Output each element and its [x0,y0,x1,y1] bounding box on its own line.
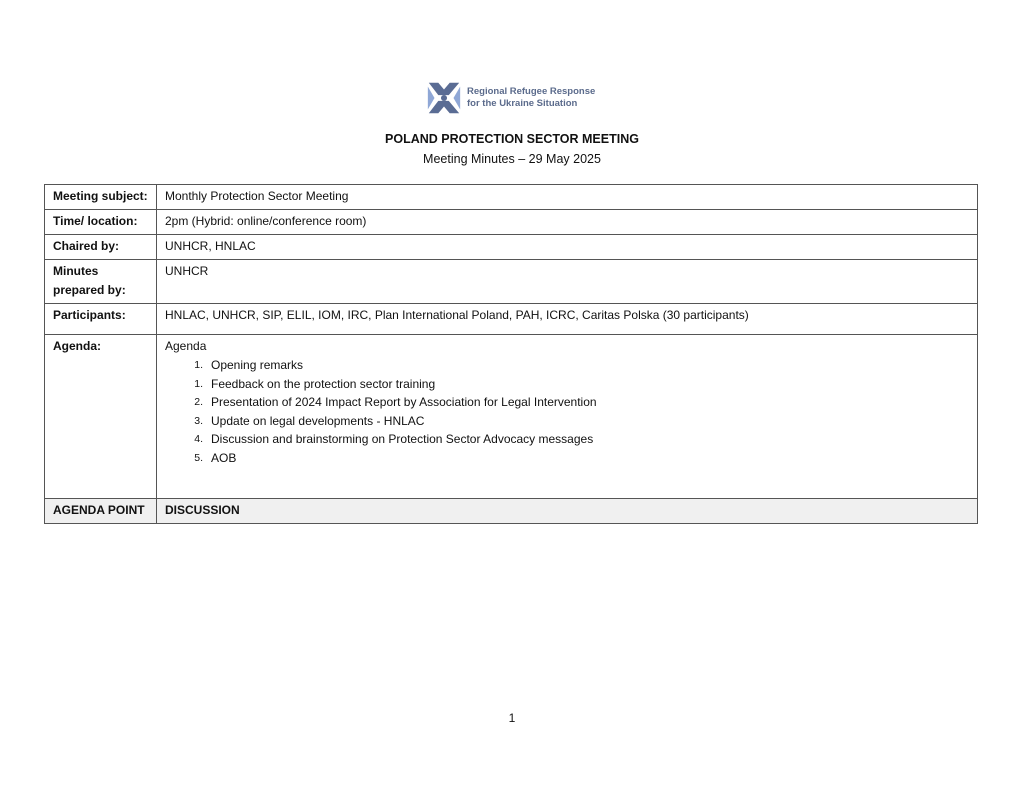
list-item [194,430,969,449]
minutes-table [44,184,978,524]
logo-text-line1: Regional Refugee Response [467,86,596,97]
time-location-label: Time/ location: [45,210,157,235]
list-item-text: Opening remarks [211,358,304,372]
chaired-by-label: Chaired by: [45,235,157,260]
agenda-cell [157,335,978,499]
list-item-text: Presentation of 2024 Impact Report by Association for Legal Intervention [211,395,597,409]
table-row-chaired-by [45,235,978,260]
agenda-heading: Agenda [165,339,207,353]
list-item-text: Feedback on the protection sector training [211,376,436,391]
list-item [194,375,969,394]
minutes-prepared-by-value: UNHCR [157,260,978,304]
agenda-label: Agenda: [45,335,157,499]
list-item-number: 1. [194,359,203,371]
list-item [194,393,969,412]
list-item-text: AOB [211,450,237,465]
table-row-minutes-prepared-by [45,260,978,304]
page-title: POLAND PROTECTION SECTOR MEETING [385,132,639,146]
table-row-participants [45,304,978,335]
discussion-header: DISCUSSION [157,499,978,524]
table-row-agenda [45,335,978,499]
logo [425,79,595,117]
table-row-agenda-point [45,499,978,524]
participants-value: HNLAC, UNHCR, SIP, ELIL, IOM, IRC, Plan International Poland, PAH, ICRC, Caritas Polska (30 participants) [157,304,978,335]
list-item-text: Update on legal developments - HNLAC [211,413,425,428]
table-row-time-location [45,210,978,235]
time-location-value: 2pm (Hybrid: online/conference room) [157,210,978,235]
page-number: 1 [508,711,516,725]
list-item-number: 4. [194,433,203,445]
list-item [194,449,969,468]
list-item-number: 3. [194,414,203,427]
list-item-number: 5. [194,451,203,464]
meeting-subject-value: Monthly Protection Sector Meeting [157,185,978,210]
list-item-number: 2. [194,396,203,408]
chaired-by-value: UNHCR, HNLAC [157,235,978,260]
participants-label: Participants: [45,304,157,335]
table-row-meeting-subject [45,185,978,210]
list-item [194,412,969,431]
list-item [194,356,969,375]
minutes-prepared-by-label: Minutes prepared by: [45,260,157,304]
agenda-list [165,356,969,467]
list-item-text: Discussion and brainstorming on Protection Sector Advocacy messages [211,432,594,446]
list-item-number: 1. [194,377,203,390]
logo-cross-icon [425,79,463,117]
logo-text-line2: for the Ukraine Situation [467,98,578,109]
logo-text [467,86,595,110]
agenda-point-label: AGENDA POINT [45,499,157,524]
meeting-subject-label: Meeting subject: [45,185,157,210]
page-subtitle: Meeting Minutes – 29 May 2025 [423,152,601,166]
